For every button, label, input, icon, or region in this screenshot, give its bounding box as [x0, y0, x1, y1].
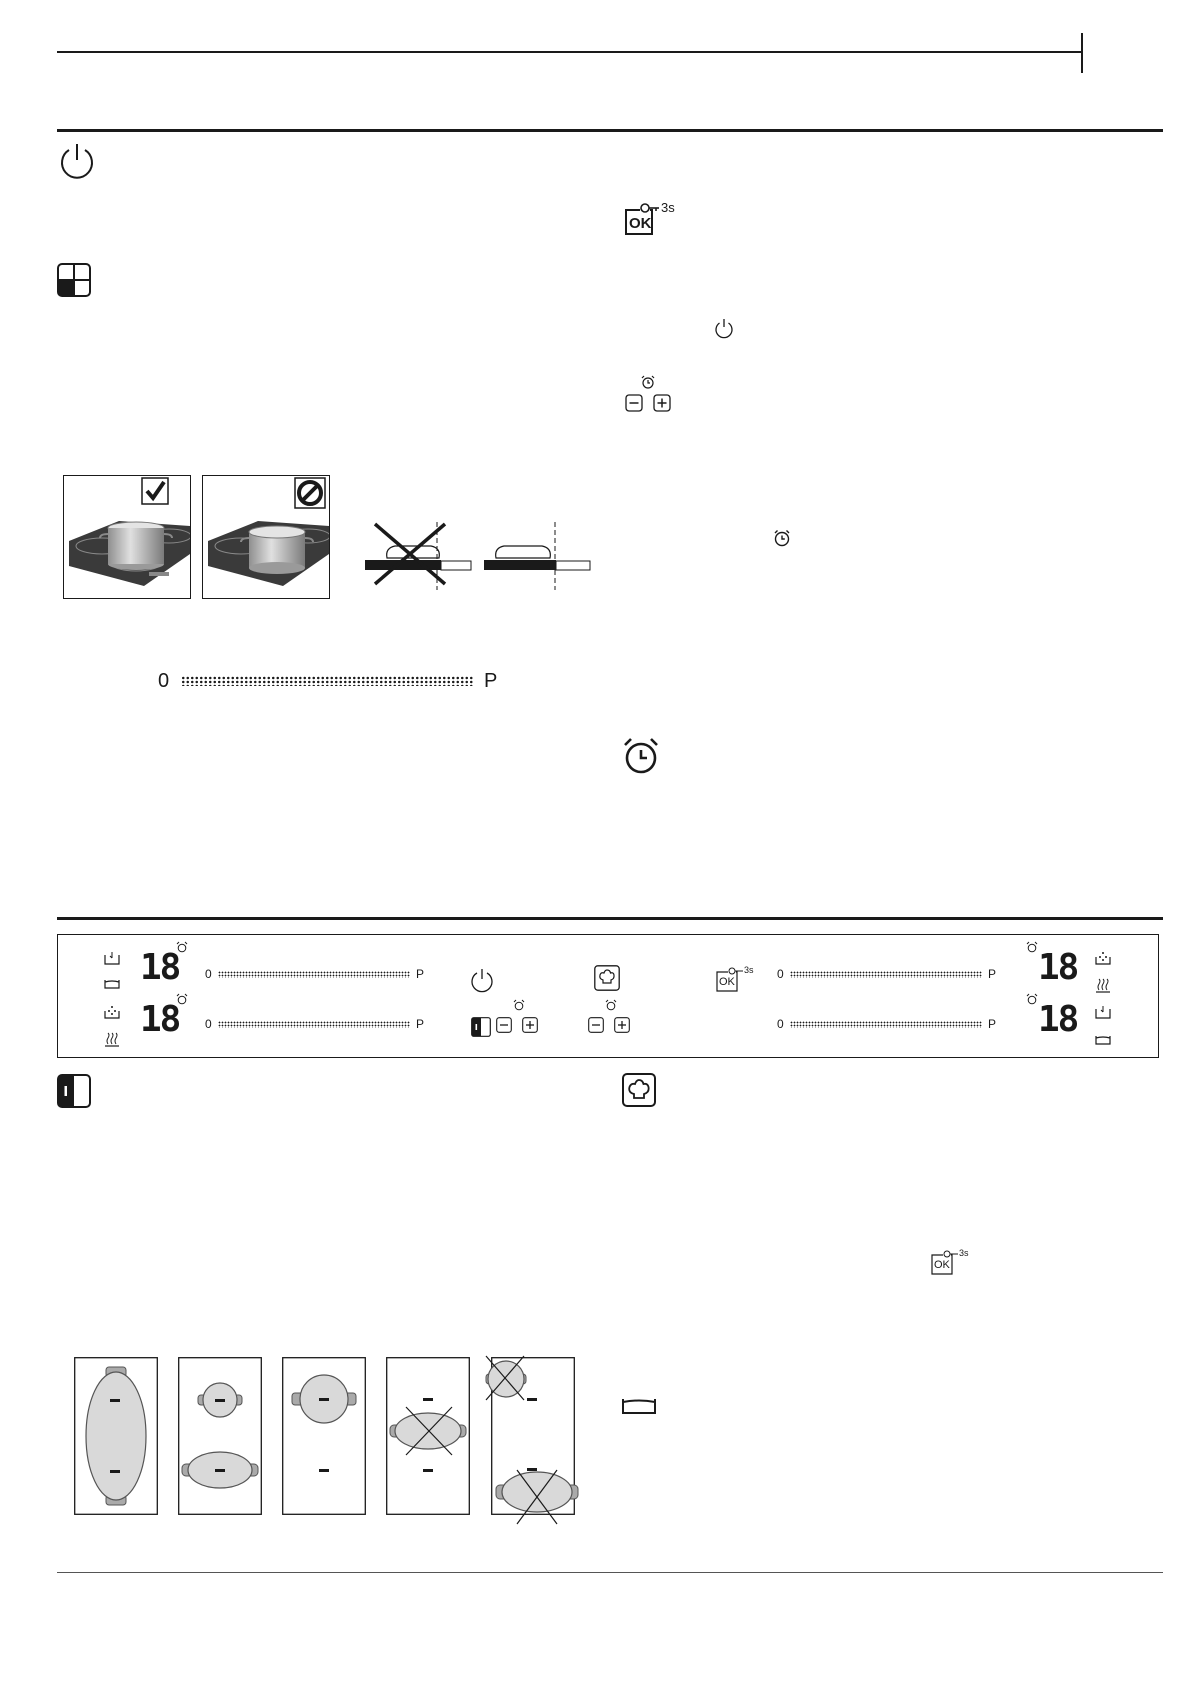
- zone-symbol-left-2: [104, 979, 120, 989]
- slider-max: P: [988, 1017, 997, 1031]
- ok-3s-lock-icon-small: [930, 1248, 978, 1276]
- power-icon-small: [714, 318, 734, 338]
- zone-symbol-left-1: [104, 951, 120, 965]
- power-slider-right-1[interactable]: [777, 967, 999, 983]
- header-tick: [1081, 33, 1083, 73]
- bridge-zone-icon: [57, 263, 91, 297]
- header-rule: [57, 51, 1082, 53]
- slider-max: P: [988, 967, 997, 981]
- duration-label: 3s: [661, 200, 675, 215]
- footer-rule: [57, 1572, 1163, 1573]
- slider-dots: [790, 1021, 982, 1028]
- timer2-plus-button-icon[interactable]: [614, 1017, 630, 1033]
- zone-symbol-right-2: [1095, 979, 1111, 993]
- power-slider-left-2[interactable]: [205, 1017, 427, 1033]
- flexi-zone-icon: [57, 1074, 91, 1108]
- timer-indicator-icon: [176, 941, 188, 953]
- timer-indicator-icon: [176, 993, 188, 1005]
- power-button-icon[interactable]: [470, 968, 494, 992]
- power-slider-left-1[interactable]: [205, 967, 427, 983]
- cookware-zone-icon: [622, 1398, 656, 1414]
- slider-dots: [181, 676, 473, 686]
- slider-max-label: P: [484, 670, 498, 692]
- zone-display-front-right: 18: [1038, 947, 1078, 988]
- cookware-correct-illustration: [63, 475, 191, 599]
- section-rule-top: [57, 129, 1163, 132]
- timer-alarm-icon: [640, 374, 656, 390]
- timer-indicator-icon: [1026, 941, 1038, 953]
- slider-min: 0: [777, 967, 784, 981]
- ok-label: OK: [719, 976, 735, 988]
- slider-min: 0: [205, 967, 212, 981]
- timer-plus-button-icon[interactable]: [522, 1017, 538, 1033]
- timer-alarm-icon-large: [620, 735, 662, 777]
- flexi-layout-1: [74, 1357, 158, 1515]
- timer2-minus-button-icon[interactable]: [588, 1017, 604, 1033]
- ok-label: OK: [629, 215, 652, 232]
- slider-min: 0: [777, 1017, 784, 1031]
- slider-max: P: [416, 967, 425, 981]
- flexi-layout-4-incorrect: [386, 1357, 470, 1515]
- zone-symbol-right-3: [1095, 1005, 1111, 1019]
- timer-indicator-icon: [513, 999, 525, 1011]
- ok-lock-button[interactable]: [715, 965, 763, 993]
- slider-dots: [218, 971, 410, 978]
- zone-symbol-right-1: [1095, 951, 1111, 965]
- zone-display-rear-left: 18: [140, 999, 180, 1040]
- timer-minus-button-icon[interactable]: [496, 1017, 512, 1033]
- timer-indicator-icon: [605, 999, 617, 1011]
- plus-button-icon: [653, 394, 671, 412]
- ok-label: OK: [934, 1259, 950, 1271]
- section-rule-panel: [57, 917, 1163, 920]
- power-slider-right-2[interactable]: [777, 1017, 999, 1033]
- flexi-layout-3: [282, 1357, 366, 1515]
- pan-base-correct-diagram: [484, 522, 594, 592]
- ok-duration: 3s: [744, 965, 754, 975]
- flexi-zone-button-icon[interactable]: [471, 1017, 491, 1037]
- slider-min-label: 0: [158, 670, 170, 692]
- ok-3s-lock-icon: [622, 200, 682, 236]
- slider-max: P: [416, 1017, 425, 1031]
- chef-hat-icon: [622, 1073, 656, 1107]
- slider-dots: [218, 1021, 410, 1028]
- zone-symbol-left-4: [104, 1033, 120, 1047]
- timer-alarm-icon-2: [772, 528, 792, 548]
- power-icon: [58, 142, 96, 180]
- cookware-incorrect-illustration: [202, 475, 330, 599]
- slider-min: 0: [205, 1017, 212, 1031]
- slider-dots: [790, 971, 982, 978]
- chef-hat-button-icon[interactable]: [594, 965, 620, 991]
- flexi-layout-5-incorrect: [482, 1348, 582, 1524]
- zone-display-front-left: 18: [140, 947, 180, 988]
- pan-base-incorrect-diagram: [365, 522, 475, 592]
- control-panel: [57, 934, 1159, 1058]
- timer-indicator-icon: [1026, 993, 1038, 1005]
- zone-symbol-left-3: [104, 1005, 120, 1019]
- power-slider-scale: [158, 670, 498, 694]
- minus-button-icon: [625, 394, 643, 412]
- zone-display-rear-right: 18: [1038, 999, 1078, 1040]
- zone-symbol-right-4: [1095, 1035, 1111, 1045]
- duration-label: 3s: [959, 1248, 969, 1258]
- flexi-layout-2: [178, 1357, 262, 1515]
